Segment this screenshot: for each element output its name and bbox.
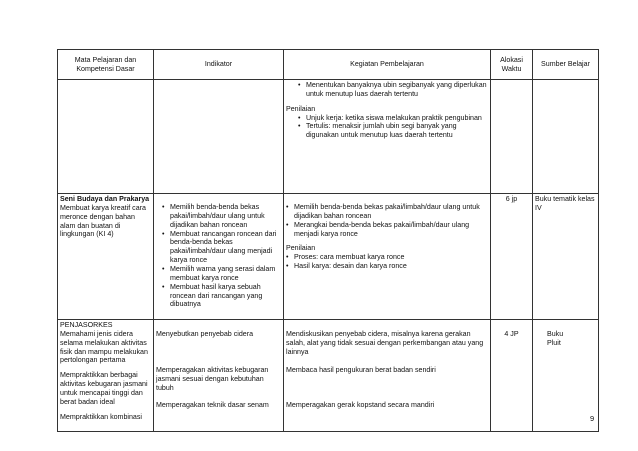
source-cell: Buku tematik kelas IV: [533, 194, 599, 320]
list-item: • Membuat hasil karya sebuah roncean dari rancangan yang dibuatnya: [170, 283, 281, 310]
table-row: [58, 320, 599, 432]
competency-text: Membuat karya kreatif cara meronce dengan bahan alam dan buatan di lingkungan (KI 4): [60, 203, 146, 239]
table-row: [58, 194, 599, 320]
activity-text: Memperagakan gerak kopstand secara mandiri: [286, 401, 435, 409]
penilaian-label: Penilaian: [286, 244, 316, 253]
indicator-text: Memperagakan aktivitas kebugaran jasmani sesuai dengan kebutuhan tubuh: [156, 366, 269, 392]
activities-cell: [284, 320, 491, 432]
list-item: • Proses: cara membuat karya ronce: [294, 253, 488, 262]
penilaian-label: Penilaian: [286, 104, 316, 113]
indicator-cell: [154, 194, 284, 320]
competency-text: Mempraktikkan kombinasi: [60, 412, 143, 421]
list-item: • Hasil karya: desain dan karya ronce: [294, 262, 488, 271]
competency-text: Memahami jenis cidera selama melakukan aktivitas fisik dan mampu melakukan pertolongan pertama: [60, 329, 148, 365]
list-item: • Unjuk kerja: ketika siswa melakukan praktik pengubinan: [306, 114, 488, 123]
list-item: • Memilih warna yang serasi dalam membuat karya ronce: [170, 265, 281, 283]
header-time: Alokasi Waktu: [491, 50, 533, 80]
list-item: • Tertulis: menaksir jumlah ubin segi banyak yang digunakan untuk menutup luas daerah tertentu: [306, 122, 488, 140]
list-item: • Menentukan banyaknya ubin segibanyak yang diperlukan untuk menutup luas daerah tertentu: [306, 81, 488, 99]
subject-cell: [58, 320, 154, 432]
lesson-plan-table: [57, 49, 599, 432]
header-source: Sumber Belajar: [533, 50, 599, 80]
time-cell: 4 JP: [491, 320, 533, 432]
activities-cell: [284, 80, 491, 194]
subject-cell: [58, 194, 154, 320]
header-subject: Mata Pelajaran dan Kompetensi Dasar: [58, 50, 154, 80]
list-item: • Memilih benda-benda bekas pakai/limbah/daur ulang untuk dijadikan bahan roncean: [294, 203, 488, 221]
table-row: [58, 80, 599, 194]
activity-text: Membaca hasil pengukuran berat badan sendiri: [286, 366, 436, 374]
indicator-text: Menyebutkan penyebab cidera: [156, 330, 254, 338]
competency-text: Mempraktikkan berbagai aktivitas kebugaran jasmani untuk mencapai tinggi dan berat badan ideal: [60, 371, 148, 406]
subject-title: Seni Budaya dan Prakarya: [60, 195, 150, 203]
activity-text: Mendiskusikan penyebab cidera, misalnya karena gerakan salah, alat yang tidak sesuai dengan perkembangan atau yang lainnya: [286, 330, 484, 356]
header-activities: Kegiatan Pembelajaran: [284, 50, 491, 80]
page-number: 9: [590, 414, 595, 423]
indicator-cell: [154, 320, 284, 432]
list-item: • Membuat rancangan roncean dari benda-benda bekas pakai/limbah/daur ulang menjadi karya ronce: [170, 230, 281, 265]
time-cell: 6 jp: [491, 194, 533, 320]
list-item: • Merangkai benda-benda bekas pakai/limbah/daur ulang menjadi karya ronce: [294, 221, 488, 239]
indicator-text: Memperagakan teknik dasar senam: [156, 401, 269, 409]
header-indicator: Indikator: [154, 50, 284, 80]
activities-cell: [284, 194, 491, 320]
table-header-row: [58, 50, 599, 80]
list-item: • Memilih benda-benda bekas pakai/limbah/daur ulang untuk dijadikan bahan roncean: [170, 203, 281, 230]
source-cell: Buku Pluit: [533, 320, 599, 432]
subject-title: PENJASORKES: [60, 321, 113, 329]
